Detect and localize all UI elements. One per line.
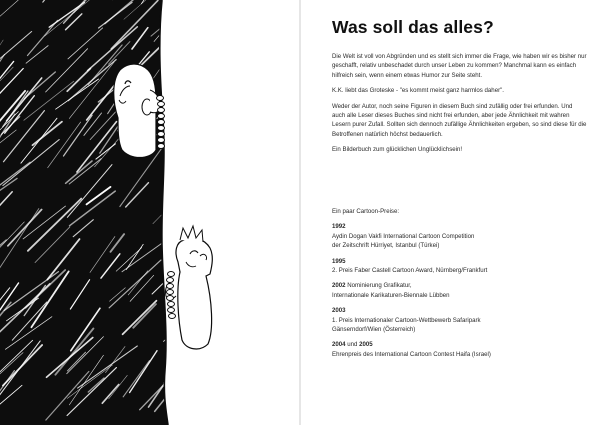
- prize-year: 2004: [332, 341, 346, 349]
- prize-year: 2005: [359, 341, 373, 349]
- prize-item: [332, 281, 587, 300]
- prize-year-line: [332, 281, 587, 290]
- intro-paragraph: Ein Bilderbuch zum glücklichen Unglücklichsein!: [332, 146, 463, 154]
- prize-line: der Zeitschrift Hürriyet, Istanbul (Türkei): [332, 242, 440, 250]
- intro-paragraph: Die Welt ist voll von Abgründen und es stellt sich immer die Frage, wie haben wir es bisher nur geschafft, relativ unbeschadet durch unser Leben zu kommen? Manchmal kann es einfach hilfreich sein, wenn einem etwas Humor zur Seite steht.: [332, 53, 587, 79]
- text-page: [301, 0, 600, 425]
- prize-year: 2003: [332, 307, 346, 315]
- intro-paragraph: K.K. liebt das Groteske - "es kommt meist ganz harmlos daher".: [332, 87, 504, 95]
- prize-line: Gänserndorf/Wien (Österreich): [332, 326, 416, 334]
- prize-item: [332, 222, 587, 250]
- prize-year-suffix: Nominierung Grafikatur,: [345, 282, 412, 290]
- prize-line: Internationale Karikaturen-Biennale Lübben: [332, 291, 450, 299]
- prize-year-suffix: und: [345, 341, 360, 349]
- prize-item: [332, 340, 587, 359]
- prize-year: 1995: [332, 257, 346, 265]
- prize-year-line: [332, 340, 587, 349]
- intro-text: [332, 52, 587, 161]
- page-title: Was soll das alles?: [332, 17, 494, 37]
- prize-line: 2. Preis Faber Castell Cartoon Award, Nürnberg/Frankfurt: [332, 267, 488, 275]
- prizes-list: [332, 207, 587, 365]
- prizes-heading: Ein paar Cartoon-Preise:: [332, 208, 400, 215]
- prize-line: Ehrenpreis des International Cartoon Contest Haifa (Israel): [332, 350, 491, 358]
- prize-line: Aydin Dogan Vakfi International Cartoon Competition: [332, 232, 475, 240]
- prize-line: 1. Preis Internationaler Cartoon-Wettbewerb Safaripark: [332, 316, 481, 324]
- prize-year: 2002: [332, 282, 346, 290]
- prize-item: [332, 306, 587, 334]
- prize-item: [332, 257, 587, 276]
- prize-year: 1992: [332, 223, 346, 231]
- intro-paragraph: Weder der Autor, noch seine Figuren in diesem Buch sind zufällig oder frei erfunden. Und auch alle Leser dieses Buches sind nicht frei erfunden, aber jede Ähnlichkeit mit wahren Lesern purer Zufall. Sollten sich dennoch zufällige Ähnlichkeiten ergeben, so sind diese für die Betroffenen natürlich höchst bedauerlich.: [332, 102, 587, 138]
